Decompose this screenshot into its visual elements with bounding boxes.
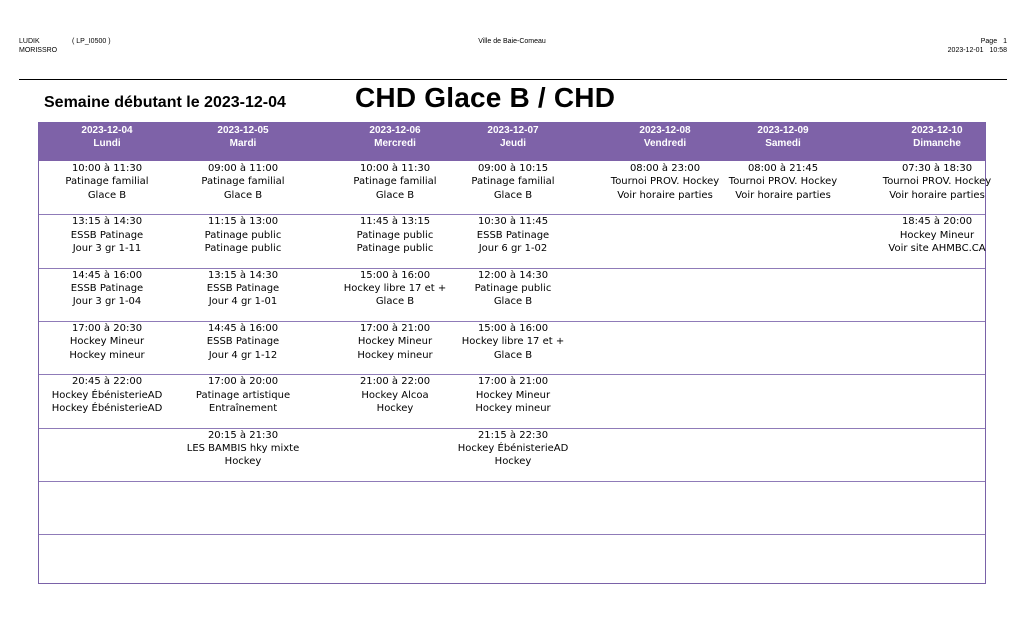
slot-time: 11:45 à 13:15 <box>359 216 431 228</box>
slot-time: 10:00 à 11:30 <box>359 163 431 174</box>
slot-detail: Hockey <box>224 456 262 468</box>
slot-activity: Patinage public <box>474 283 552 294</box>
slot-time: 07:30 à 18:30 <box>901 163 973 174</box>
slot-detail: Glace B <box>375 296 415 308</box>
slot-detail: Voir site AHMBC.CA <box>888 243 986 255</box>
slot-time: 10:00 à 11:30 <box>71 163 143 174</box>
header-rule <box>19 79 1007 80</box>
page-title: CHD Glace B / CHD <box>355 82 616 113</box>
day-name: Jeudi <box>499 138 527 149</box>
booking-slot <box>173 269 313 309</box>
day-date: 2023-12-07 <box>487 125 539 136</box>
slot-time: 17:00 à 20:00 <box>207 376 279 388</box>
booking-slot <box>37 162 177 202</box>
slot-time: 18:45 à 20:00 <box>901 216 973 228</box>
slot-activity: Hockey libre 17 et + <box>343 283 447 294</box>
slot-time: 13:15 à 14:30 <box>207 269 279 281</box>
slot-activity: Hockey Alcoa <box>361 389 429 401</box>
slot-detail: Patinage public <box>356 243 434 255</box>
slot-time: 13:15 à 14:30 <box>71 216 143 228</box>
day-date: 2023-12-10 <box>911 125 963 136</box>
slot-activity: Patinage public <box>356 229 434 241</box>
booking-slot <box>713 162 853 202</box>
day-name: Samedi <box>765 138 801 149</box>
slot-detail: Glace B <box>87 189 127 201</box>
slot-activity: ESSB Patinage <box>206 283 280 294</box>
booking-slot <box>173 322 313 362</box>
slot-activity: Hockey Mineur <box>69 336 145 348</box>
slot-detail: Hockey ÉbénisterieAD <box>51 403 163 414</box>
booking-slot <box>443 215 583 255</box>
slot-detail: Jour 3 gr 1-04 <box>72 296 142 308</box>
slot-detail: Voir horaire parties <box>617 189 713 201</box>
row-divider <box>39 481 985 482</box>
slot-time: 08:00 à 23:00 <box>629 163 701 174</box>
booking-slot <box>443 269 583 309</box>
slot-activity: ESSB Patinage <box>206 336 280 348</box>
user-name: MORISSRO <box>19 47 58 54</box>
booking-slot <box>443 162 583 202</box>
system-name: LUDIK <box>19 38 40 45</box>
page-label: Page <box>980 38 998 45</box>
booking-slot <box>37 322 177 362</box>
slot-activity: Patinage artistique <box>195 389 291 401</box>
slot-activity: Hockey ÉbénisterieAD <box>51 389 163 401</box>
slot-time: 14:45 à 16:00 <box>207 322 279 334</box>
booking-slot <box>443 429 583 469</box>
slot-activity: Patinage familial <box>65 176 149 188</box>
booking-slot <box>173 375 313 415</box>
booking-slot <box>37 375 177 415</box>
slot-activity: Hockey Mineur <box>475 389 551 401</box>
slot-detail: Jour 4 gr 1-12 <box>208 349 278 361</box>
slot-time: 17:00 à 21:00 <box>359 322 431 334</box>
slot-detail: Hockey mineur <box>475 403 551 414</box>
slot-activity: Patinage familial <box>471 176 555 188</box>
day-name: Mercredi <box>374 138 416 149</box>
slot-activity: ESSB Patinage <box>70 283 144 294</box>
slot-time: 15:00 à 16:00 <box>477 322 549 334</box>
slot-detail: Glace B <box>375 189 415 201</box>
slot-detail: Patinage public <box>204 243 282 255</box>
slot-detail: Glace B <box>493 189 533 201</box>
slot-time: 08:00 à 21:45 <box>747 163 819 174</box>
booking-slot <box>867 215 1007 255</box>
slot-activity: Patinage familial <box>353 176 437 188</box>
slot-time: 09:00 à 10:15 <box>477 163 549 174</box>
slot-time: 17:00 à 20:30 <box>71 322 143 334</box>
booking-slot <box>443 375 583 415</box>
booking-slot <box>867 162 1007 202</box>
day-date: 2023-12-06 <box>369 125 421 136</box>
page-info <box>948 37 1007 55</box>
day-date: 2023-12-09 <box>757 125 809 136</box>
day-date: 2023-12-08 <box>639 125 691 136</box>
slot-time: 11:15 à 13:00 <box>207 216 279 228</box>
slot-activity: Tournoi PROV. Hockey <box>610 176 720 188</box>
print-time: 10:58 <box>989 47 1007 54</box>
slot-detail: Voir horaire parties <box>889 189 985 201</box>
day-header <box>443 123 583 161</box>
slot-detail: Entraînement <box>208 403 278 414</box>
slot-time: 09:00 à 11:00 <box>207 163 279 174</box>
slot-detail: Glace B <box>493 349 533 361</box>
slot-detail: Jour 6 gr 1-02 <box>478 243 548 255</box>
slot-time: 17:00 à 21:00 <box>477 376 549 388</box>
print-date: 2023-12-01 <box>947 47 984 54</box>
slot-time: 20:15 à 21:30 <box>207 429 279 441</box>
booking-slot <box>37 215 177 255</box>
slot-detail: Glace B <box>223 189 263 201</box>
slot-detail: Jour 3 gr 1-11 <box>72 243 142 255</box>
slot-detail: Hockey mineur <box>69 349 145 361</box>
slot-activity: Hockey libre 17 et + <box>461 336 565 348</box>
day-header <box>37 123 177 161</box>
slot-activity: LES BAMBIS hky mixte <box>186 442 300 454</box>
slot-activity: ESSB Patinage <box>476 229 550 241</box>
page-number: 1 <box>1003 38 1007 45</box>
day-date: 2023-12-04 <box>81 125 133 136</box>
slot-detail: Hockey <box>494 456 532 468</box>
slot-time: 10:30 à 11:45 <box>477 216 549 228</box>
slot-activity: Patinage familial <box>201 176 285 188</box>
city-name: Ville de Baie-Comeau <box>478 38 546 45</box>
slot-activity: Patinage public <box>204 229 282 241</box>
slot-activity: Tournoi PROV. Hockey <box>728 176 838 188</box>
report-code: ( LP_I0500 ) <box>72 38 111 45</box>
slot-time: 21:15 à 22:30 <box>477 429 549 441</box>
day-name: Dimanche <box>913 138 961 149</box>
slot-activity: Hockey ÉbénisterieAD <box>457 442 569 454</box>
day-name: Lundi <box>93 138 121 149</box>
week-title: Semaine débutant le 2023-12-04 <box>44 94 286 111</box>
weekly-schedule <box>38 122 992 584</box>
slot-time: 14:45 à 16:00 <box>71 269 143 281</box>
day-name: Mardi <box>229 138 257 149</box>
day-date: 2023-12-05 <box>217 125 269 136</box>
slot-detail: Voir horaire parties <box>735 189 831 201</box>
row-divider <box>39 534 985 535</box>
slot-detail: Hockey <box>376 403 414 414</box>
slot-activity: Tournoi PROV. Hockey <box>882 176 992 188</box>
slot-time: 15:00 à 16:00 <box>359 269 431 281</box>
booking-slot <box>37 269 177 309</box>
slot-detail: Glace B <box>493 296 533 308</box>
slot-time: 20:45 à 22:00 <box>71 376 143 388</box>
day-name: Vendredi <box>643 138 687 149</box>
slot-time: 21:00 à 22:00 <box>359 376 431 388</box>
slot-time: 12:00 à 14:30 <box>477 269 549 281</box>
schedule-header-row <box>39 123 985 161</box>
slot-detail: Jour 4 gr 1-01 <box>208 296 278 308</box>
booking-slot <box>173 429 313 469</box>
day-header <box>173 123 313 161</box>
day-header <box>867 123 1007 161</box>
booking-slot <box>443 322 583 362</box>
slot-activity: ESSB Patinage <box>70 229 144 241</box>
booking-slot <box>173 215 313 255</box>
day-header <box>713 123 853 161</box>
booking-slot <box>173 162 313 202</box>
slot-detail: Hockey mineur <box>357 349 433 361</box>
slot-activity: Hockey Mineur <box>899 229 975 241</box>
slot-activity: Hockey Mineur <box>357 336 433 348</box>
